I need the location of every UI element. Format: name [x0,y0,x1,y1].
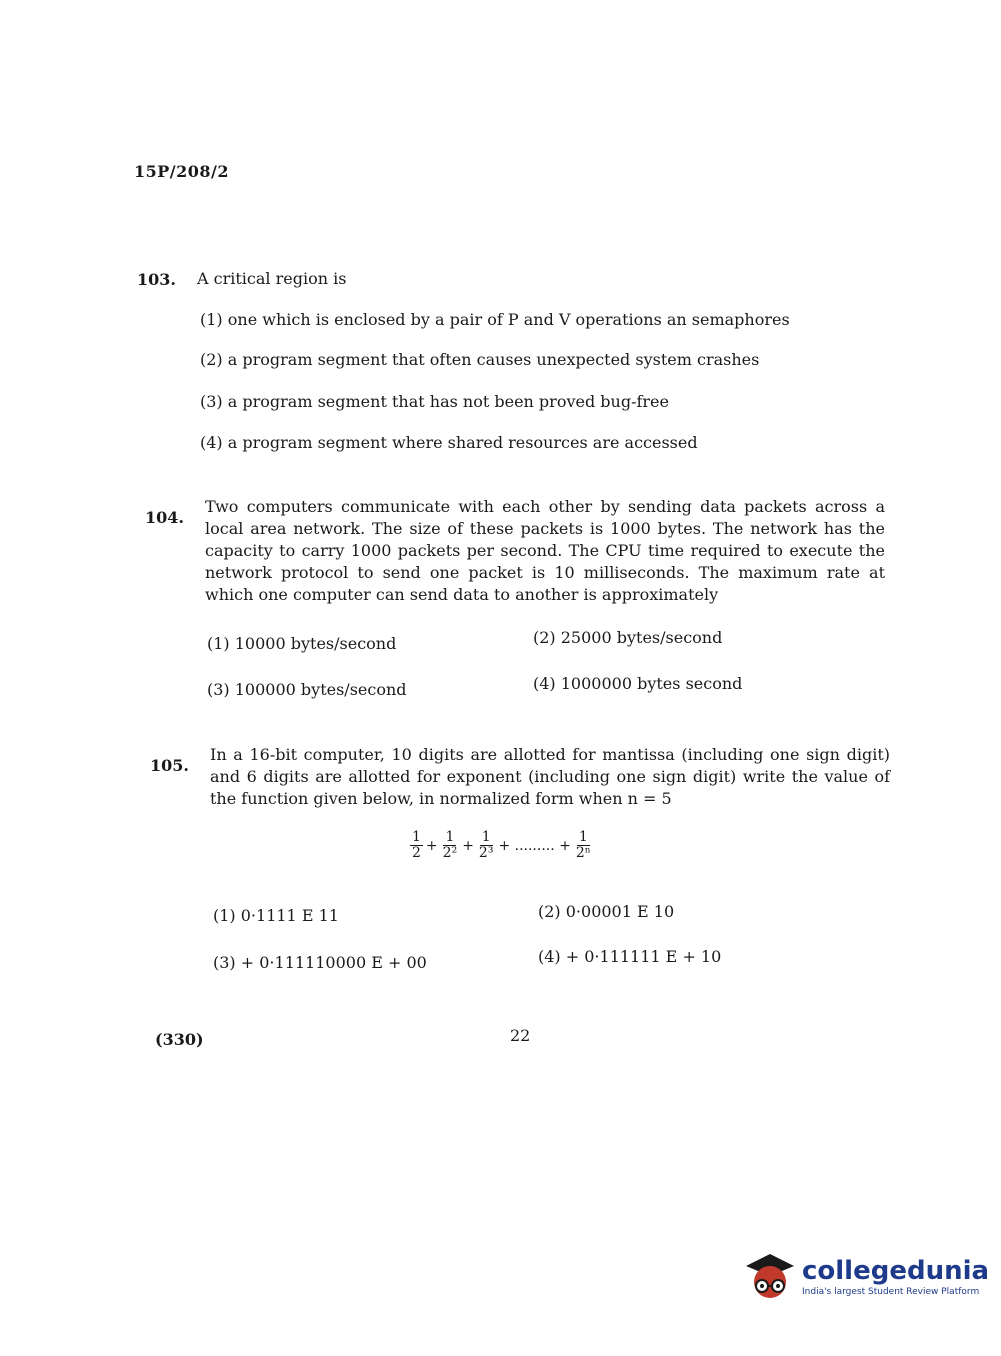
question-stem: In a 16-bit computer, 10 digits are allotted for mantissa (including one sign digit) and 6 digits are allotted for exponent (including one sign digit) write the value of the function given below, in normalized form when n = 5 [210,745,890,808]
option: (3) a program segment that has not been proved bug-free [200,392,669,411]
fraction: $\frac{1}{\text{2³}}$ [478,829,494,861]
question-number: 103. [137,270,176,289]
fraction: $\frac{1}{2}$ [412,829,421,861]
question-number: 104. [145,508,184,527]
mascot-icon [740,1248,798,1306]
fraction: $\frac{1}{\text{2ⁿ}}$ [575,829,591,861]
option: (2) 25000 bytes/second [533,628,723,647]
option: (4) 1000000 bytes second [533,674,743,693]
fraction: $\frac{1}{\text{2²}}$ [442,829,458,861]
logo-wordmark: collegedunia [802,1256,990,1286]
option: (1) 10000 bytes/second [207,634,397,653]
series-formula: $\frac{1}{2}$ + $\frac{1}{\text{2²}}$ + $\frac{1}{\text{2³}}$ + ......... + $\frac{1}{\text{2ⁿ}}$ [412,829,591,861]
option: (3) + 0·111110000 E + 00 [213,953,427,972]
option: (2) 0·00001 E 10 [538,902,675,921]
logo-tagline: India's largest Student Review Platform [802,1287,980,1297]
option: (3) 100000 bytes/second [207,680,407,699]
booklet-code: (330) [155,1030,204,1049]
collegedunia-logo [740,1248,989,1306]
question-stem: Two computers communicate with each other by sending data packets across a local area network. The size of these packets is 1000 bytes. The network has the capacity to carry 1000 packets per second. The CPU time required to execute the network protocol to send one packet is 10 milliseconds. The maximum rate at which one computer can send data to another is approximately [205,497,885,604]
question-number: 105. [150,756,189,775]
option: (1) 0·1111 E 11 [213,906,339,925]
question-stem: A critical region is [197,269,347,288]
option: (4) + 0·111111 E + 10 [538,947,722,966]
option: (2) a program segment that often causes unexpected system crashes [200,350,760,369]
option: (1) one which is enclosed by a pair of P and V operations an semaphores [200,310,790,329]
option: (4) a program segment where shared resources are accessed [200,433,698,452]
page-number: 22 [510,1026,531,1045]
paper-code: 15P/208/2 [134,162,230,181]
